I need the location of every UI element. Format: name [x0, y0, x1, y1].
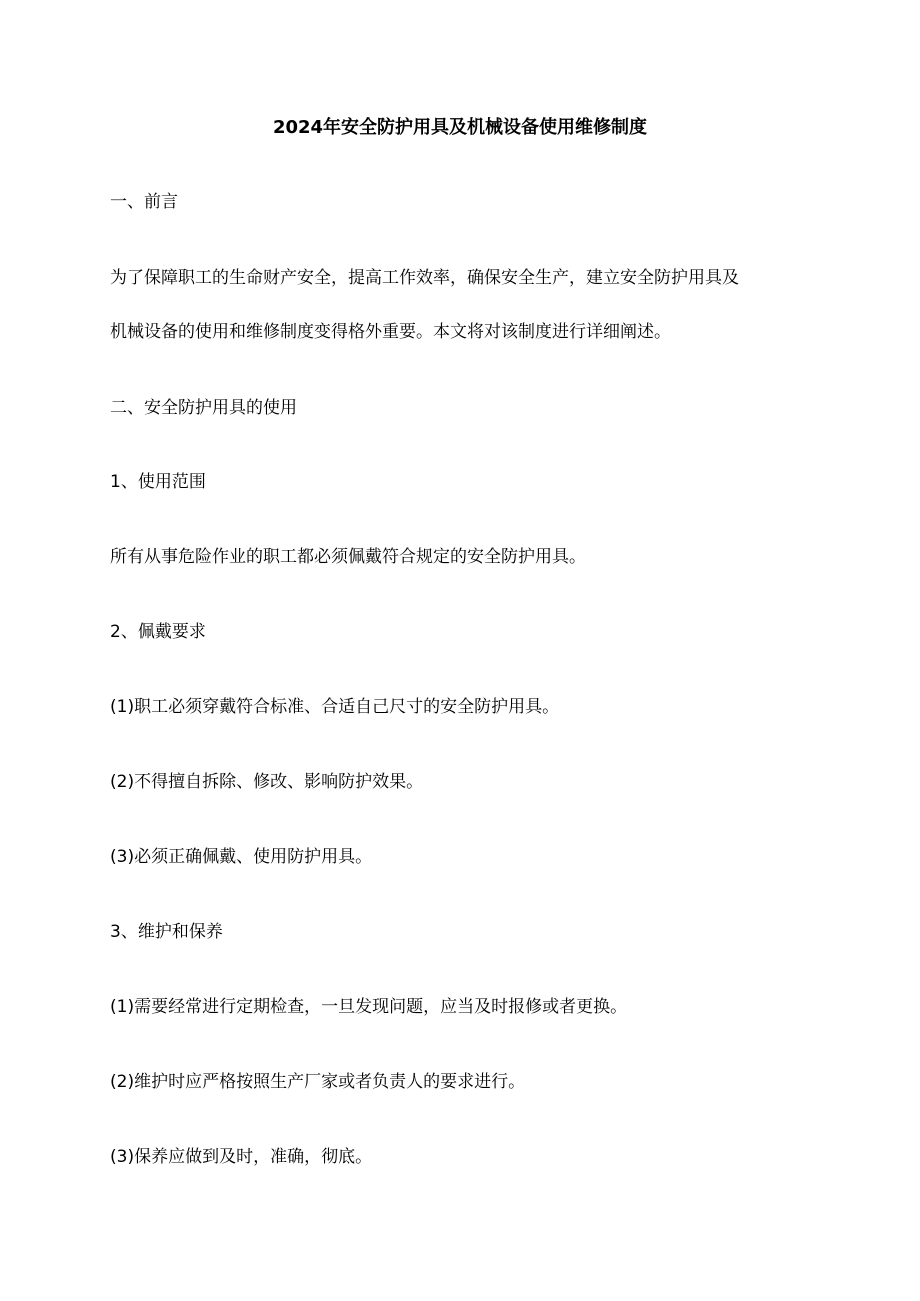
maintenance-item: (3)保养应做到及时，准确，彻底。: [110, 1147, 373, 1167]
section-heading-use: 二、安全防护用具的使用: [110, 398, 297, 418]
maintenance-item: (2)维护时应严格按照生产厂家或者负责人的要求进行。: [110, 1072, 526, 1092]
wear-item: (2)不得擅自拆除、修改、影响防护效果。: [110, 772, 424, 792]
subheading-maintenance: 3、维护和保养: [110, 922, 223, 942]
subheading-scope: 1、使用范围: [110, 472, 206, 492]
section-heading-preface: 一、前言: [110, 192, 178, 212]
wear-item: (3)必须正确佩戴、使用防护用具。: [110, 847, 373, 867]
document-title: 2024年安全防护用具及机械设备使用维修制度: [272, 117, 648, 138]
scope-paragraph: 所有从事危险作业的职工都必须佩戴符合规定的安全防护用具。: [110, 547, 586, 567]
maintenance-item: (1)需要经常进行定期检查，一旦发现问题，应当及时报修或者更换。: [110, 997, 628, 1017]
preface-paragraph-line-2: 机械设备的使用和维修制度变得格外重要。本文将对该制度进行详细阐述。: [110, 322, 671, 342]
preface-paragraph-line-1: 为了保障职工的生命财产安全，提高工作效率，确保安全生产，建立安全防护用具及: [110, 268, 739, 288]
wear-item: (1)职工必须穿戴符合标准、合适自己尺寸的安全防护用具。: [110, 697, 560, 717]
subheading-wear-requirements: 2、佩戴要求: [110, 622, 206, 642]
